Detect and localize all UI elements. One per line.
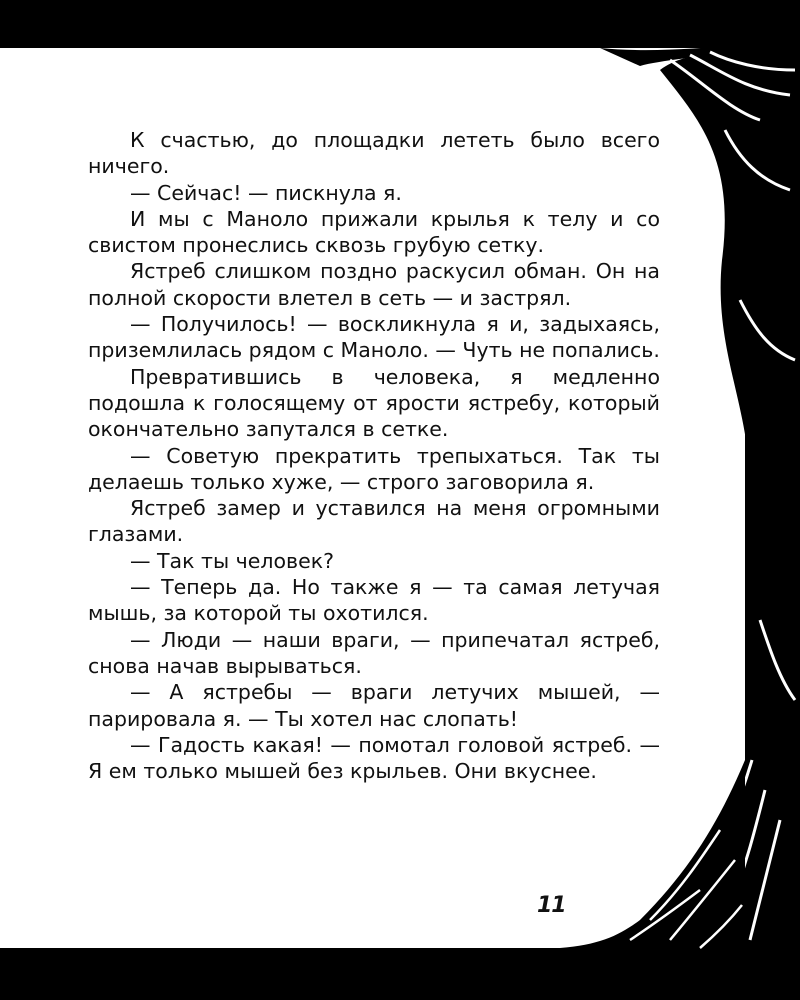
paragraph: — Гадость какая! — помотал головой ястреб. — Я ем только мышей без крыльев. Они вкуснее. (88, 732, 660, 784)
paragraph: К счастью, до площадки лететь было всего ничего. (88, 128, 660, 179)
paragraph: — Получилось! — воскликнула я и, задыхаясь, приземлилась рядом с Маноло. — Чуть не попались. (88, 312, 660, 363)
paragraph: Превратившись в человека, я медленно подошла к голосящему от ярости ястребу, который окончательно запутался в сетке. (88, 364, 660, 442)
paragraph: — Сейчас! — пискнула я. (130, 180, 402, 205)
paragraph: — Теперь да. Но также я — та самая летучая мышь, за которой ты охотился. (88, 575, 660, 626)
paragraph: И мы с Маноло прижали крылья к телу и со свистом пронеслись сквозь грубую сетку. (88, 206, 660, 258)
paragraph: — Советую прекратить трепыхаться. Так ты делаешь только хуже, — строго заговорила я. (88, 443, 660, 494)
paragraph: Ястреб слишком поздно раскусил обман. Он на полной скорости влетел в сеть — и застрял. (88, 259, 660, 310)
paragraph: — А ястребы — враги летучих мышей, — парировала я. — Ты хотел нас слопать! (88, 680, 660, 731)
page-number: 11 (537, 893, 566, 918)
paragraph: Ястреб замер и уставился на меня огромными глазами. (88, 496, 660, 547)
paragraph: — Так ты человек? (130, 548, 334, 573)
paragraph: — Люди — наши враги, — припечатал ястреб, снова начав вырываться. (88, 627, 660, 678)
story-text (88, 127, 660, 784)
